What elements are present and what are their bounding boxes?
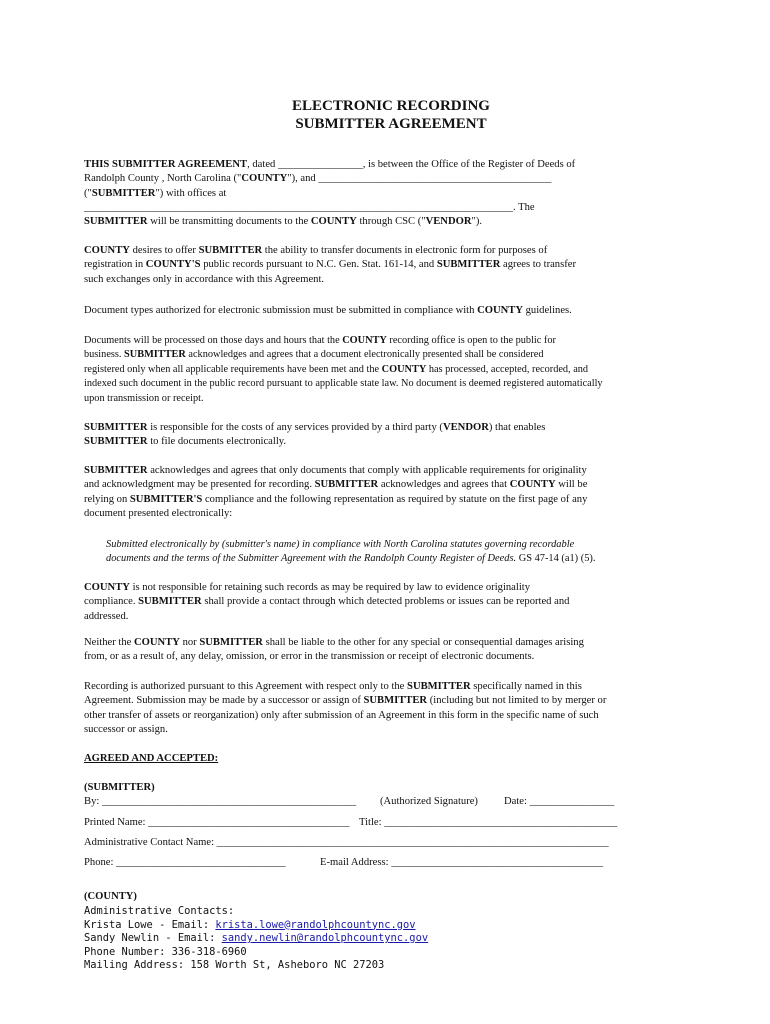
text-run: (": [84, 187, 92, 199]
text-run: _________________________________________________________________________________. The: [84, 202, 535, 214]
text-run: through CSC (": [356, 216, 426, 228]
text-run: document presented electronically:: [84, 508, 233, 520]
mailing-address: Mailing Address: 158 Worth St, Asheboro NC 27203: [84, 959, 385, 972]
submitter-heading: (SUBMITTER): [84, 782, 155, 793]
bold-term: SUBMITTER: [84, 422, 148, 433]
bold-term: SUBMITTER: [91, 187, 156, 199]
text-run: such exchanges only in accordance with this Agreement.: [84, 273, 325, 285]
text-run: agrees to transfer: [500, 259, 576, 271]
admin-contact-name-field[interactable]: Administrative Contact Name: __________________________________________________________________________: [84, 837, 609, 848]
paragraph-retention: [84, 581, 687, 624]
authorized-signature-label: (Authorized Signature): [380, 796, 478, 807]
bold-term: COUNTY'S: [145, 259, 201, 271]
text-run: has processed, accepted, recorded, and: [426, 363, 589, 375]
phone-field[interactable]: Phone: ________________________________: [84, 857, 286, 868]
text-run: acknowledges and agrees that: [378, 479, 510, 491]
text-run: desires to offer: [129, 245, 199, 256]
text-run: and acknowledgment may be presented for recording.: [84, 479, 315, 491]
county-contacts: [84, 905, 687, 973]
krista-email-link[interactable]: krista.lowe@randolphcountync.gov: [215, 918, 416, 931]
bold-term: SUBMITTER: [84, 436, 148, 448]
text-run: successor or assign.: [84, 724, 168, 736]
text-run: ") with offices at: [155, 187, 227, 199]
paragraph-liability: [84, 636, 687, 665]
bold-term: COUNTY: [84, 245, 130, 256]
text-run: compliance.: [84, 596, 139, 608]
text-run: Neither the: [84, 637, 135, 648]
bold-term: SUBMITTER: [436, 259, 501, 271]
text-run: recording office is open to the public for: [386, 335, 556, 346]
text-run: registered only when all applicable requirements have been met and the: [84, 363, 382, 375]
bold-term: SUBMITTER: [363, 695, 428, 707]
bold-term: COUNTY: [134, 637, 180, 648]
bold-term: SUBMITTER: [407, 681, 471, 692]
text-run: addressed.: [84, 610, 129, 622]
intro-paragraph: [84, 158, 687, 230]
admin-contacts-label: Administrative Contacts:: [84, 905, 235, 917]
bold-term: COUNTY: [241, 173, 288, 185]
text-run: guidelines.: [522, 305, 572, 316]
bold-term: SUBMITTER: [198, 245, 263, 256]
bold-term: COUNTY: [509, 479, 556, 491]
date-field[interactable]: Date: ________________: [504, 796, 615, 807]
bold-term: SUBMITTER: [84, 216, 148, 228]
text-run: will be transmitting documents to the: [147, 216, 311, 228]
paragraph-costs: [84, 421, 687, 450]
agreed-accepted-heading: AGREED AND ACCEPTED:: [84, 753, 219, 764]
bold-term: VENDOR: [442, 422, 489, 433]
text-run: other transfer of assets or reorganization) only after submission of an Agreement in this form in the specific name of such: [84, 709, 599, 721]
text-run: business.: [84, 349, 125, 361]
sandy-label: Sandy Newlin - Email:: [84, 932, 222, 945]
email-address-field[interactable]: E-mail Address: ________________________________________: [320, 857, 604, 868]
bold-term: COUNTY: [381, 363, 427, 375]
text-run: is responsible for the costs of any services provided by a third party (: [147, 422, 443, 433]
county-name: Randolph County: [84, 173, 160, 185]
text-run: nor: [179, 637, 200, 648]
title-field[interactable]: Title: ____________________________________________: [359, 817, 618, 828]
text-run: the ability to transfer documents in electronic form for purposes of: [262, 245, 548, 256]
paragraph-document-types: [84, 304, 687, 318]
paragraph-authorization: [84, 680, 687, 738]
sandy-email-link[interactable]: sandy.newlin@randolphcountync.gov: [221, 932, 429, 945]
text-run: registration in: [84, 259, 146, 271]
text-run: public records pursuant to N.C. Gen. Stat. 161-14, and: [200, 259, 437, 271]
printed-name-field[interactable]: Printed Name: ______________________________________: [84, 817, 350, 828]
text-run: Documents will be processed on those days and hours that the: [84, 335, 343, 346]
text-run: (including but not limited to by merger or: [427, 695, 607, 707]
bold-term: SUBMITTER: [84, 465, 148, 476]
text-run: will be: [555, 479, 588, 491]
bold-term: VENDOR: [425, 216, 472, 228]
paragraph-processing: [84, 334, 687, 406]
title-line-1: ELECTRONIC RECORDING: [292, 98, 490, 114]
text-run: shall be liable to the other for any special or consequential damages arising: [262, 637, 584, 648]
text-run: acknowledges and agrees that a document electronically presented shall be considered: [185, 349, 544, 361]
county-phone: Phone Number: 336-318-6960: [84, 945, 247, 958]
text-run: compliance and the following representation as required by statute on the first page of any: [202, 493, 588, 505]
text-run: Recording is authorized pursuant to this Agreement with respect only to the: [84, 681, 408, 692]
bold-term: COUNTY: [342, 335, 387, 346]
text-run: from, or as a result of, any delay, omission, or error in the transmission or receipt of electronic documents.: [84, 651, 535, 663]
text-run: upon transmission or receipt.: [84, 392, 204, 404]
text-run: relying on: [84, 493, 130, 505]
text-run: ").: [471, 216, 483, 228]
text-run: Document types authorized for electronic submission must be submitted in compliance with: [84, 305, 478, 316]
quote-line-1: Submitted electronically by (submitter's name) in compliance with North Carolina statutes governing recordable: [106, 539, 575, 550]
title-line-2: SUBMITTER AGREEMENT: [295, 116, 487, 132]
bold-term: SUBMITTER: [138, 596, 202, 608]
text-run: is not responsible for retaining such records as may be required by law to evidence originality: [129, 582, 531, 593]
quote-line-2: documents and the terms of the Submitter Agreement with the Randolph County Register of Deeds.: [106, 553, 517, 565]
text-run: ) that enables: [488, 422, 546, 433]
text-run: to file documents electronically.: [147, 436, 287, 448]
county-heading: (COUNTY): [84, 891, 137, 902]
bold-term: SUBMITTER: [124, 349, 186, 361]
bold-term: COUNTY: [84, 582, 130, 593]
signature-by-field[interactable]: By: ________________________________________________: [84, 796, 357, 807]
bold-term: THIS SUBMITTER AGREEMENT: [84, 159, 248, 170]
bold-term: SUBMITTER'S: [129, 493, 203, 505]
bold-term: COUNTY: [310, 216, 357, 228]
text-run: indexed such document in the public record pursuant to applicable state law. No document is deemed registered automatically: [84, 378, 603, 390]
text-run: "), and ____________________________________________: [287, 173, 552, 185]
statute-citation: GS 47-14 (a1) (5).: [516, 553, 596, 565]
paragraph-originality: [84, 464, 687, 522]
text-run: , North Carolina (": [159, 173, 242, 185]
text-run: shall provide a contact through which detected problems or issues can be reported and: [201, 596, 570, 608]
bold-term: COUNTY: [477, 305, 523, 316]
paragraph-county-desires: [84, 244, 687, 287]
statutory-representation: [106, 538, 686, 567]
bold-term: SUBMITTER: [314, 479, 379, 491]
text-run: specifically named in this: [470, 681, 582, 692]
text-run: Agreement. Submission may be made by a successor or assign of: [84, 695, 364, 707]
krista-label: Krista Lowe - Email:: [84, 918, 216, 931]
bold-term: SUBMITTER: [199, 637, 263, 648]
text-run: , dated ________________, is between the Office of the Register of Deeds of: [247, 159, 576, 170]
text-run: acknowledges and agrees that only documents that comply with applicable requirements for originality: [147, 465, 587, 476]
